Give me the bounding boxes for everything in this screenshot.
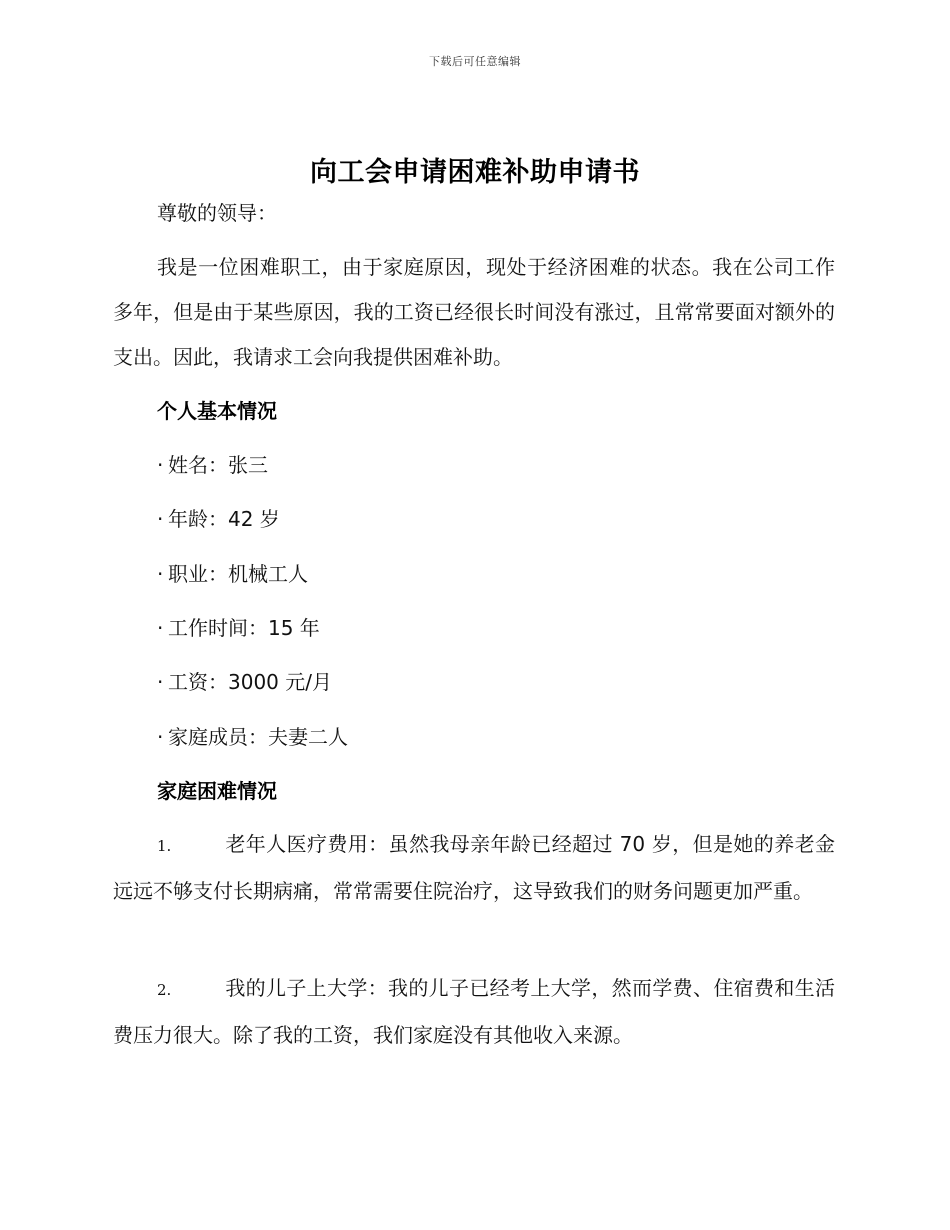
salutation: 尊敬的领导： — [157, 201, 277, 225]
personal-item-occupation — [157, 559, 308, 589]
item-number: 2. — [157, 981, 172, 999]
document-title: 向工会申请困难补助申请书 — [310, 157, 640, 188]
personal-item-text: 工作时间：15 年 — [168, 616, 320, 640]
personal-item-text: 年龄：42 岁 — [168, 507, 280, 531]
personal-item-text: 姓名：张三 — [168, 453, 268, 477]
header-note: 下载后可任意编辑 — [429, 55, 521, 68]
family-item-1 — [113, 822, 835, 914]
personal-item-salary — [157, 667, 332, 697]
intro-paragraph: 我是一位困难职工，由于家庭原因，现处于经济困难的状态。我在公司工作多年，但是由于某些原因，我的工资已经很长时间没有涨过，且常常要面对额外的支出。因此，我请求工会向我提供困难补助。 — [113, 255, 835, 369]
bullet-dot: · — [157, 616, 164, 640]
bullet-dot: · — [157, 562, 164, 586]
item-number: 1. — [157, 837, 172, 855]
bullet-dot: · — [157, 453, 164, 477]
personal-item-text: 家庭成员：夫妻二人 — [168, 725, 348, 749]
personal-item-work-years — [157, 613, 320, 643]
item-text: 老年人医疗费用：虽然我母亲年龄已经超过 70 岁，但是她的养老金远远不够支付长期病痛，常常需要住院治疗，这导致我们的财务问题更加严重。 — [113, 832, 835, 903]
personal-item-text: 工资：3000 元/月 — [168, 670, 332, 694]
personal-section-heading: 个人基本情况 — [157, 399, 277, 423]
personal-item-text: 职业：机械工人 — [168, 562, 308, 586]
bullet-dot: · — [157, 725, 164, 749]
item-text: 我的儿子上大学：我的儿子已经考上大学，然而学费、住宿费和生活费压力很大。除了我的工资，我们家庭没有其他收入来源。 — [113, 976, 835, 1047]
personal-item-name — [157, 450, 268, 480]
personal-item-family — [157, 722, 348, 752]
bullet-dot: · — [157, 670, 164, 694]
family-item-2 — [113, 966, 835, 1058]
personal-item-age — [157, 504, 280, 534]
bullet-dot: · — [157, 507, 164, 531]
family-section-heading: 家庭困难情况 — [157, 779, 277, 803]
